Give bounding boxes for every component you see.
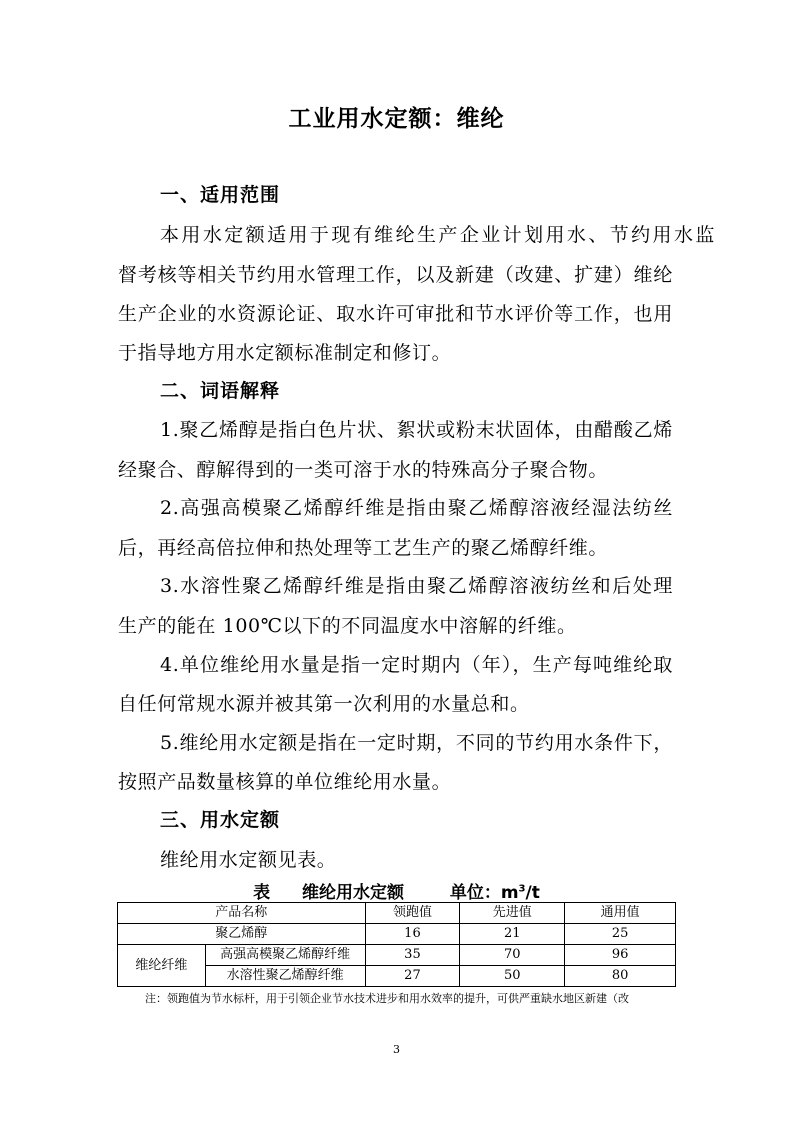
scope-line-2: 督考核等相关节约用水管理工作，以及新建（改建、扩建）维纶 <box>118 264 673 286</box>
cell-advanced: 50 <box>460 966 565 987</box>
group-label: 维纶纤维 <box>118 945 206 987</box>
cell-advanced: 21 <box>460 924 565 945</box>
terms-line-6: 生产的能在 100℃以下的不同温度水中溶解的纤维。 <box>118 615 577 637</box>
terms-line-3: 2.高强高模聚乙烯醇纤维是指由聚乙烯醇溶液经湿法纺丝 <box>160 497 673 519</box>
table-caption-unit: 单位：m <box>449 883 519 903</box>
header-leading: 领跑值 <box>365 903 460 924</box>
terms-line-7: 4.单位维纶用水量是指一定时期内（年），生产每吨维纶取 <box>160 654 673 676</box>
terms-line-8: 自任何常规水源并被其第一次利用的水量总和。 <box>118 693 530 715</box>
scope-line-3: 生产企业的水资源论证、取水许可审批和节水评价等工作，也用 <box>118 303 673 325</box>
terms-line-5: 3.水溶性聚乙烯醇纤维是指由聚乙烯醇溶液纺丝和后处理 <box>160 575 673 597</box>
scope-line-1: 本用水定额适用于现有维纶生产企业计划用水、节约用水监 <box>160 224 715 246</box>
row-product-name: 高强高模聚乙烯醇纤维 <box>205 945 365 966</box>
terms-line-4: 后，再经高倍拉伸和热处理等工艺生产的聚乙烯醇纤维。 <box>118 537 609 559</box>
terms-line-1: 1.聚乙烯醇是指白色片状、絮状或粉末状固体，由醋酸乙烯 <box>160 419 673 441</box>
terms-line-9: 5.维纶用水定额是指在一定时期，不同的节约用水条件下， <box>160 732 673 754</box>
cell-general: 25 <box>565 924 676 945</box>
section-heading-scope: 一、适用范围 <box>160 184 281 206</box>
section-heading-terms: 二、词语解释 <box>160 380 281 402</box>
table-caption-prefix: 表 <box>253 883 271 903</box>
quota-table <box>117 902 676 987</box>
quota-line: 维纶用水定额见表。 <box>160 849 337 871</box>
cell-leading: 16 <box>365 924 460 945</box>
header-general: 通用值 <box>565 903 676 924</box>
header-product: 产品名称 <box>118 903 366 924</box>
cell-leading: 35 <box>365 945 460 966</box>
document-title: 工业用水定额：维纶 <box>288 106 505 132</box>
terms-line-2: 经聚合、醇解得到的一类可溶于水的特殊高分子聚合物。 <box>118 459 609 481</box>
table-row <box>118 945 676 966</box>
table-header-row <box>118 903 676 924</box>
scope-line-4: 于指导地方用水定额标准制定和修订。 <box>118 342 452 364</box>
row-product-name: 水溶性聚乙烯醇纤维 <box>205 966 365 987</box>
table-note: 注：领跑值为节水标杆，用于引领企业节水技术进步和用水效率的提升，可供严重缺水地区新建（改 <box>145 992 629 1005</box>
header-advanced: 先进值 <box>460 903 565 924</box>
row-product-name: 聚乙烯醇 <box>118 924 366 945</box>
cell-general: 80 <box>565 966 676 987</box>
table-caption-title: 维纶用水定额 <box>301 883 404 903</box>
page-number: 3 <box>393 1043 400 1056</box>
cell-general: 96 <box>565 945 676 966</box>
cell-advanced: 70 <box>460 945 565 966</box>
table-caption <box>0 878 793 903</box>
table-caption-unit-sup: 3 <box>518 883 526 895</box>
table-row <box>118 924 676 945</box>
terms-line-10: 按照产品数量核算的单位维纶用水量。 <box>118 771 452 793</box>
table-caption-unit-tail: /t <box>525 883 540 903</box>
cell-leading: 27 <box>365 966 460 987</box>
section-heading-quota: 三、用水定额 <box>160 809 281 831</box>
